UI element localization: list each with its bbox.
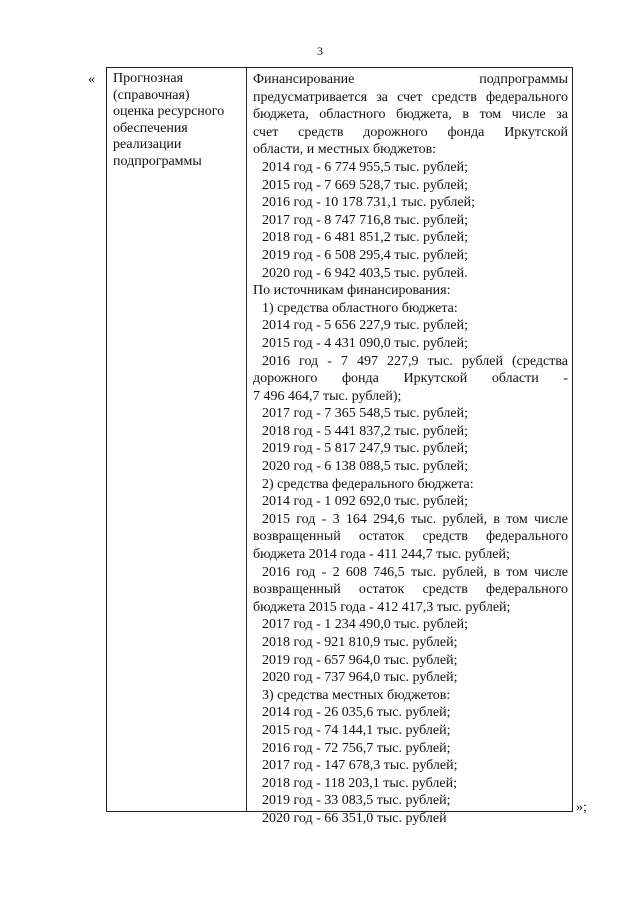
financing-line: предусматривается за счет средств федерального	[253, 89, 568, 105]
financing-line: счет средств дорожного фонда Иркутской	[253, 124, 568, 140]
table-cell-label	[107, 68, 247, 811]
financing-line: бюджета 2014 года - 411 244,7 тыс. рублей;	[253, 547, 510, 563]
label-line: обеспечения	[113, 120, 188, 136]
table-cell-financing	[247, 68, 572, 826]
financing-line: 2016 год - 72 756,7 тыс. рублей;	[262, 740, 451, 756]
financing-line: 2017 год - 7 365 548,5 тыс. рублей;	[262, 406, 469, 422]
financing-line: возвращенный остаток средств федерального	[253, 529, 568, 545]
page-number: 3	[317, 44, 323, 58]
financing-line: бюджета 2015 года - 412 417,3 тыс. рублей;	[253, 599, 511, 615]
financing-line: 2017 год - 147 678,3 тыс. рублей;	[262, 758, 458, 774]
financing-line: 2018 год - 6 481 851,2 тыс. рублей;	[262, 230, 469, 246]
financing-line: 2019 год - 657 964,0 тыс. рублей;	[262, 652, 458, 668]
financing-line: 2019 год - 33 083,5 тыс. рублей;	[262, 793, 451, 809]
financing-line: области, и местных бюджетов:	[253, 142, 437, 158]
financing-line: 7 496 464,7 тыс. рублей);	[253, 388, 402, 404]
label-line: подпрограммы	[113, 153, 202, 169]
financing-line: Финансирование подпрограммы	[253, 72, 568, 87]
label-line: реализации	[113, 137, 182, 153]
financing-line: 2014 год - 6 774 955,5 тыс. рублей;	[262, 159, 469, 175]
label-line: оценка ресурсного	[113, 104, 225, 120]
financing-line: 2016 год - 2 608 746,5 тыс. рублей, в том числе	[262, 564, 568, 580]
financing-line: 2014 год - 5 656 227,9 тыс. рублей;	[262, 318, 469, 334]
financing-line: 2015 год - 4 431 090,0 тыс. рублей;	[262, 335, 469, 351]
financing-line: бюджета, областного бюджета, в том числе за	[253, 107, 568, 123]
financing-line: возвращенный остаток средств федерального	[253, 582, 568, 598]
label-line: (справочная)	[113, 87, 190, 103]
financing-line: 1) средства областного бюджета:	[262, 300, 458, 316]
financing-line: По источникам финансирования:	[253, 283, 451, 299]
resource-table	[106, 67, 573, 826]
financing-line: 2018 год - 118 203,1 тыс. рублей;	[262, 775, 457, 791]
financing-line: 3) средства местных бюджетов:	[262, 687, 451, 703]
financing-line: 2016 год - 10 178 731,1 тыс. рублей;	[262, 195, 476, 211]
financing-line: 2017 год - 8 747 716,8 тыс. рублей;	[262, 212, 469, 228]
financing-line: 2015 год - 7 669 528,7 тыс. рублей;	[262, 177, 469, 193]
financing-line: 2019 год - 6 508 295,4 тыс. рублей;	[262, 247, 469, 263]
financing-line: 2016 год - 7 497 227,9 тыс. рублей (средства	[262, 353, 568, 369]
financing-line: дорожного фонда Иркутской области -	[253, 371, 568, 387]
financing-line: 2015 год - 3 164 294,6 тыс. рублей, в том числе	[262, 511, 568, 527]
financing-line: 2020 год - 737 964,0 тыс. рублей;	[262, 670, 458, 686]
financing-line: 2019 год - 5 817 247,9 тыс. рублей;	[262, 441, 469, 457]
financing-line: 2020 год - 66 351,0 тыс. рублей	[262, 810, 447, 826]
opening-quote: «	[88, 72, 95, 87]
financing-line: 2018 год - 5 441 837,2 тыс. рублей;	[262, 423, 469, 439]
closing-quote: »;	[576, 800, 587, 815]
financing-line: 2014 год - 26 035,6 тыс. рублей;	[262, 705, 451, 721]
label-line: Прогнозная	[113, 71, 184, 86]
financing-line: 2020 год - 6 138 088,5 тыс. рублей;	[262, 459, 469, 475]
financing-line: 2014 год - 1 092 692,0 тыс. рублей;	[262, 494, 469, 510]
financing-line: 2020 год - 6 942 403,5 тыс. рублей.	[262, 265, 468, 281]
financing-line: 2) средства федерального бюджета:	[262, 476, 474, 492]
financing-line: 2015 год - 74 144,1 тыс. рублей;	[262, 722, 451, 738]
financing-line: 2018 год - 921 810,9 тыс. рублей;	[262, 635, 458, 650]
financing-line: 2017 год - 1 234 490,0 тыс. рублей;	[262, 617, 469, 633]
